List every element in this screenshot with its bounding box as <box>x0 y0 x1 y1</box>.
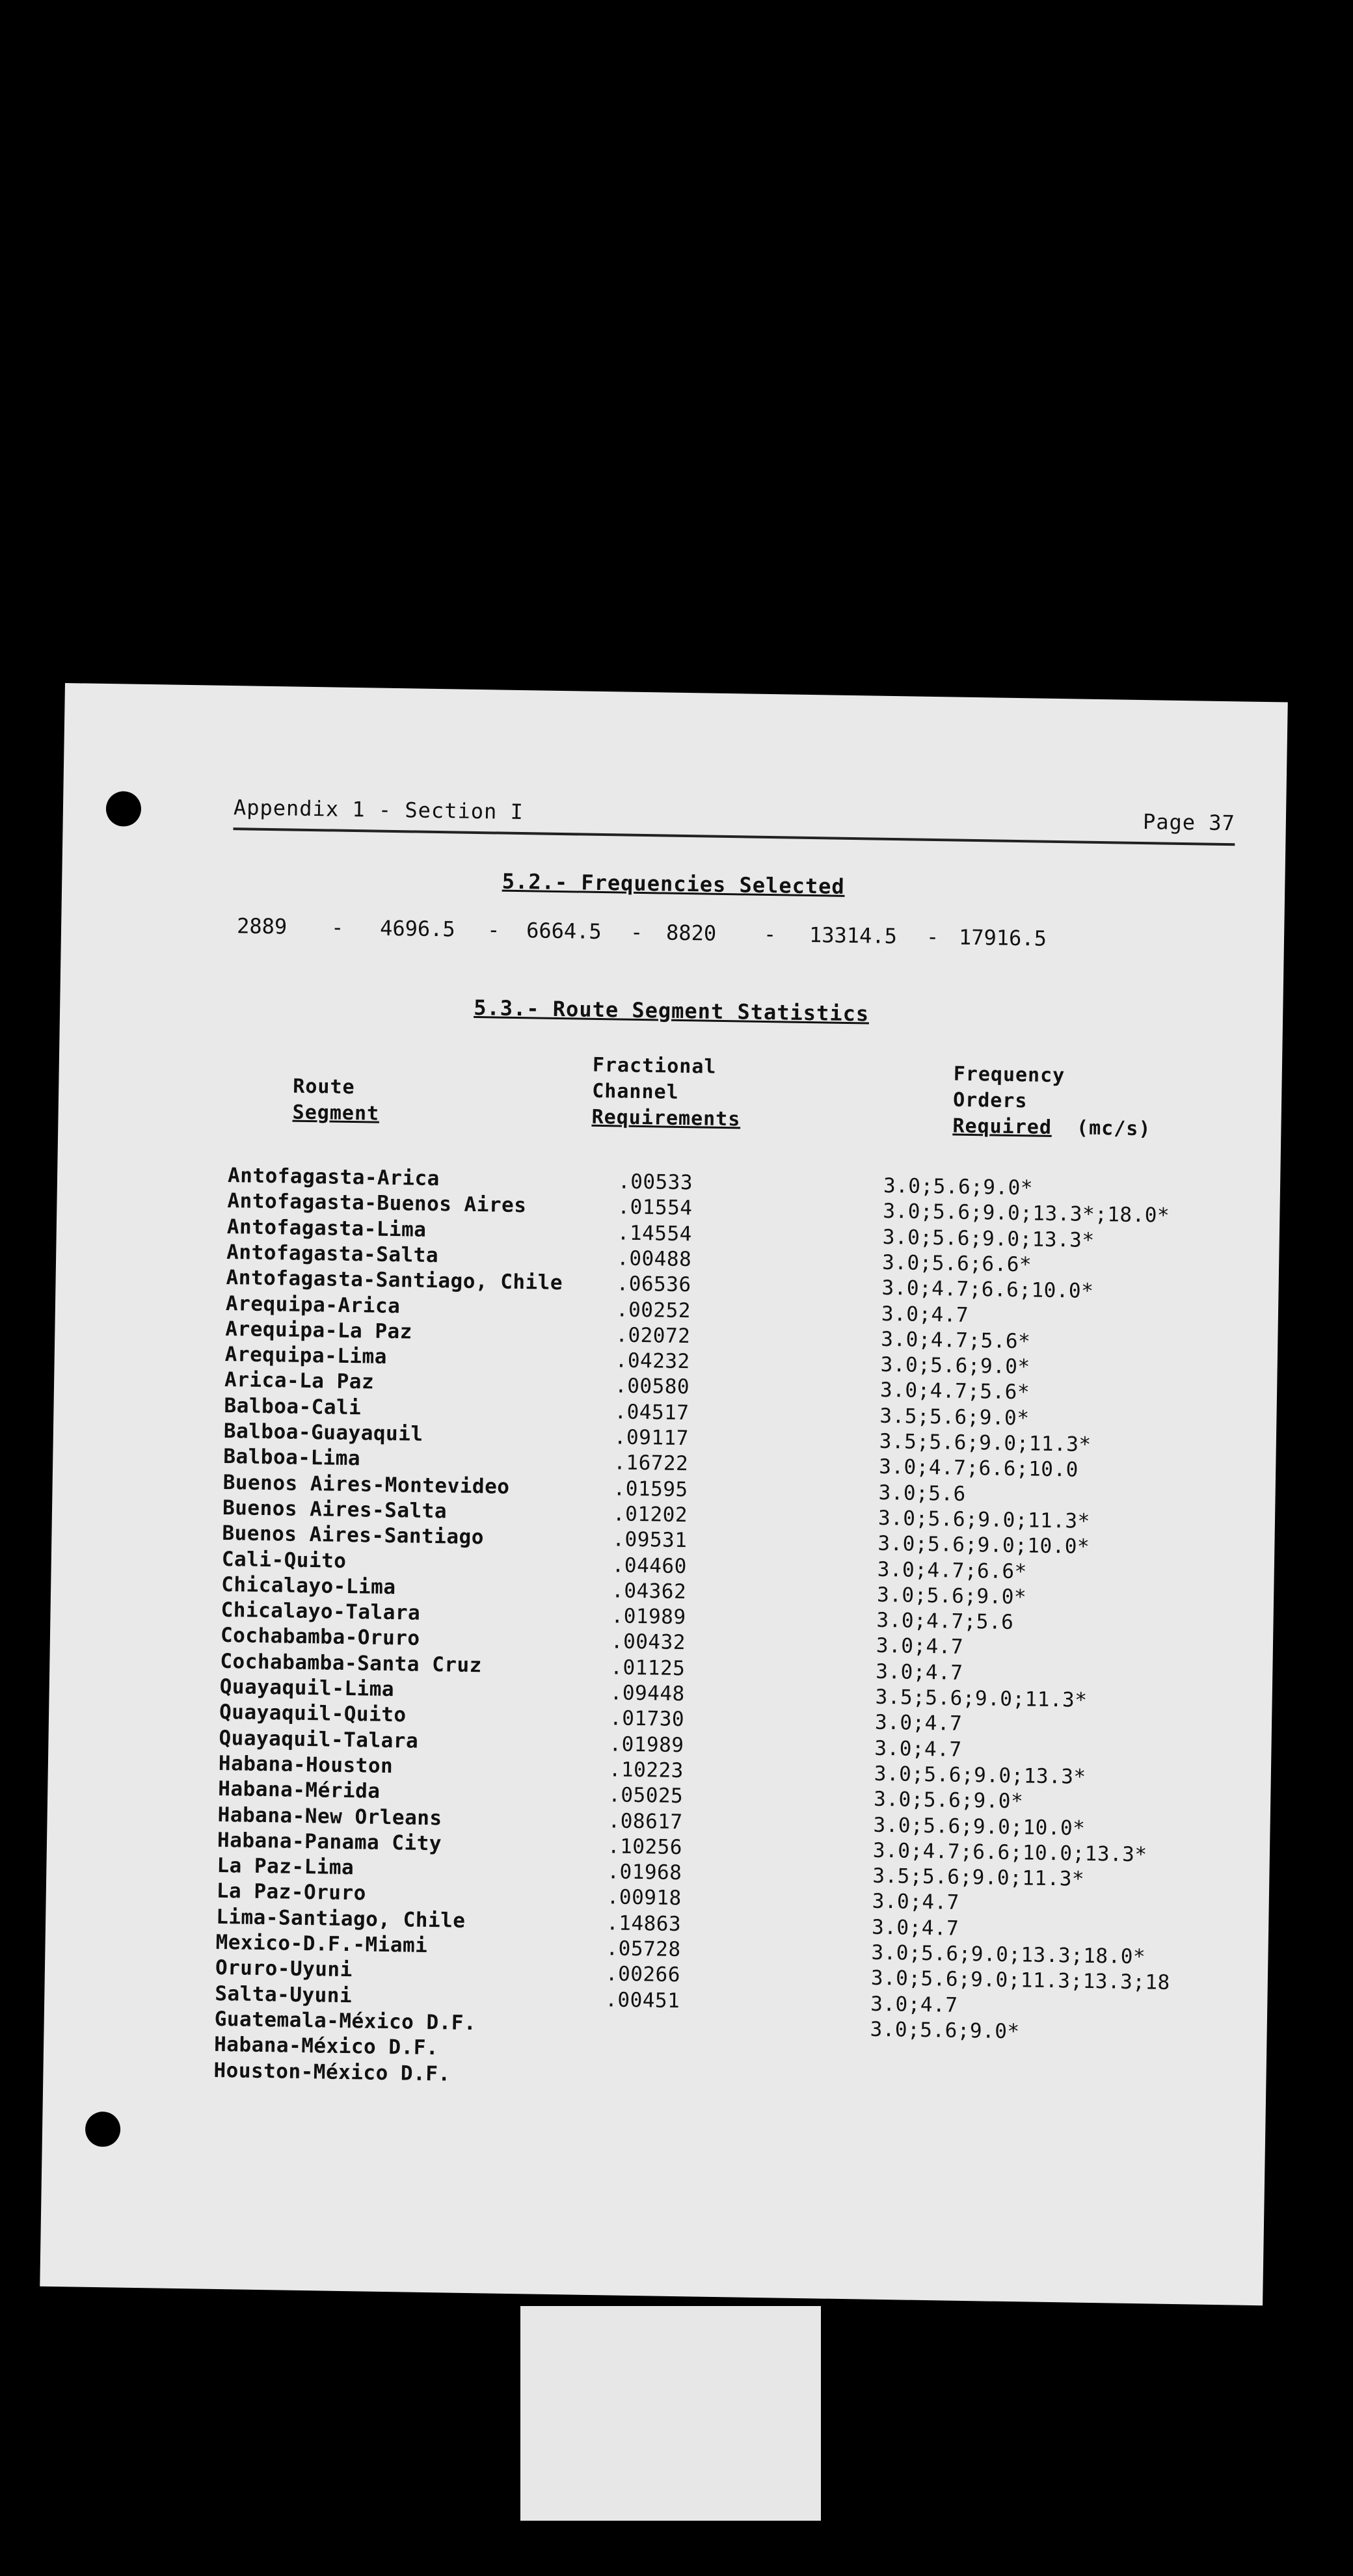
fractional-channel-requirement: .10223 <box>608 1758 684 1783</box>
route-segment: Balboa-Guayaquil <box>223 1419 423 1446</box>
fractional-channel-requirement: .00451 <box>605 1987 680 2013</box>
fractional-channel-requirement: .04517 <box>614 1400 690 1425</box>
route-segment: Habana-México D.F. <box>213 2033 439 2060</box>
route-segment: Quayaquil-Lima <box>219 1674 395 1702</box>
route-segment: Antofagasta-Buenos Aires <box>227 1189 527 1218</box>
frequency-orders: 3.0;4.7 <box>870 1992 958 2017</box>
route-segment: Lima-Santiago, Chile <box>215 1905 466 1933</box>
fractional-channel-requirement: .04362 <box>611 1579 687 1603</box>
fractional-channel-requirement: .01125 <box>610 1656 686 1680</box>
fractional-channel-requirement: .02072 <box>615 1323 691 1348</box>
column-header-line: Fractional <box>592 1053 717 1079</box>
route-segment: Mexico-D.F.-Miami <box>215 1930 428 1957</box>
route-segment: Habana-Mérida <box>218 1777 381 1804</box>
frequency-value: 17916.5 <box>958 924 1047 951</box>
route-segment: Cochabamba-Oruro <box>220 1624 420 1651</box>
fractional-channel-requirement: .01554 <box>617 1195 693 1220</box>
route-segment: Cochabamba-Santa Cruz <box>220 1649 483 1677</box>
frequency-orders: 3.5;5.6;9.0;11.3* <box>879 1429 1092 1456</box>
route-segment: Oruro-Uyuni <box>215 1956 353 1982</box>
binder-hole <box>85 2112 121 2147</box>
frequency-value: 13314.5 <box>809 922 898 949</box>
route-segment: Arequipa-La Paz <box>225 1317 413 1344</box>
route-segment: Guatemala-México D.F. <box>214 2007 477 2035</box>
frequency-orders: 3.0;5.6;9.0;11.3* <box>877 1506 1091 1533</box>
frequency-orders: 3.0;5.6 <box>878 1481 967 1506</box>
fractional-channel-requirement: .01989 <box>609 1732 684 1757</box>
frequency-orders: 3.0;4.7 <box>871 1915 959 1940</box>
fractional-channel-requirement: .14554 <box>617 1221 693 1246</box>
frequency-orders: 3.0;5.6;9.0;13.3*;18.0* <box>883 1200 1170 1228</box>
route-segment: Chicalayo-Talara <box>221 1598 421 1625</box>
frequency-orders: 3.0;5.6;9.0;13.3;18.0* <box>871 1940 1146 1969</box>
route-segment: Habana-New Orleans <box>217 1803 442 1830</box>
route-segment: Arequipa-Arica <box>225 1291 401 1318</box>
frequency-sep: - <box>926 924 939 950</box>
frequency-orders: 3.0;4.7 <box>874 1736 962 1762</box>
statistics-title: 5.3.- Route Segment Statistics <box>473 995 870 1026</box>
column-header-fcr <box>591 1053 742 1133</box>
route-segment: Balboa-Lima <box>223 1445 361 1471</box>
header-title: Appendix 1 - Section I <box>233 795 524 825</box>
fractional-channel-requirement: .01595 <box>613 1476 688 1501</box>
frequency-orders: 3.0;5.6;9.0;13.3* <box>874 1762 1086 1789</box>
film-tray <box>520 2306 821 2521</box>
frequency-orders: 3.0;4.7;6.6;10.0* <box>881 1276 1094 1304</box>
fractional-channel-requirement: .00918 <box>606 1885 682 1911</box>
fractional-channel-requirement: .10256 <box>607 1834 683 1859</box>
frequency-orders: 3.0;5.6;9.0;13.3* <box>882 1225 1095 1252</box>
frequency-orders: 3.0;4.7 <box>874 1711 963 1736</box>
frequency-orders: 3.0;4.7;6.6;10.0 <box>878 1455 1079 1482</box>
frequency-orders: 3.0;4.7 <box>872 1890 960 1915</box>
frequency-orders: 3.0;4.7;5.6* <box>881 1327 1031 1354</box>
route-segment: Antofagasta-Santiago, Chile <box>226 1266 563 1295</box>
frequency-orders: 3.0;4.7;5.6 <box>876 1608 1014 1635</box>
binder-hole <box>106 791 142 827</box>
frequency-value: 6664.5 <box>526 918 602 944</box>
fractional-channel-requirement: .04460 <box>611 1553 688 1578</box>
frequency-orders: 3.0;4.7 <box>881 1302 969 1327</box>
route-segment: Antofagasta-Arica <box>227 1164 440 1191</box>
route-segment: Salta-Uyuni <box>215 1981 353 2007</box>
route-segment: Habana-Panama City <box>217 1828 442 1856</box>
route-segment: Quayaquil-Quito <box>219 1700 407 1727</box>
route-segment: Antofagasta-Lima <box>226 1214 427 1242</box>
fractional-channel-requirement: .04232 <box>615 1348 690 1374</box>
fractional-channel-requirement: .06536 <box>616 1272 691 1297</box>
document-page <box>40 683 1287 2305</box>
route-segment: Antofagasta-Salta <box>226 1240 439 1268</box>
fractional-channel-requirement: .01730 <box>609 1706 685 1732</box>
frequency-orders: 3.0;5.6;9.0* <box>870 2017 1020 2044</box>
fractional-channel-requirement: .00252 <box>615 1297 691 1322</box>
route-segment: Houston-México D.F. <box>213 2058 451 2086</box>
route-segment: Cali-Quito <box>221 1547 347 1573</box>
fractional-channel-requirement: .00533 <box>617 1170 693 1195</box>
column-header-line: Required <box>952 1114 1052 1139</box>
fractional-channel-requirement: .01202 <box>612 1502 688 1527</box>
frequency-orders: 3.0;5.6;9.0;10.0* <box>873 1813 1086 1840</box>
route-segment: Arequipa-Lima <box>224 1343 388 1369</box>
frequency-orders: 3.0;5.6;6.6* <box>881 1250 1032 1277</box>
frequency-orders: 3.5;5.6;9.0;11.3* <box>875 1685 1088 1712</box>
fractional-channel-requirement: .16722 <box>613 1451 689 1476</box>
fractional-channel-requirement: .00488 <box>616 1246 692 1272</box>
frequency-orders: 3.0;4.7;6.6* <box>877 1557 1027 1583</box>
column-header-line: Requirements <box>591 1105 741 1131</box>
frequencies-title: 5.2.- Frequencies Selected <box>502 868 845 899</box>
column-header-frequency <box>952 1062 1152 1143</box>
frequency-orders: 3.0;4.7 <box>876 1634 964 1659</box>
fractional-channel-requirement: .09531 <box>612 1527 688 1553</box>
route-segment: Balboa-Cali <box>224 1393 362 1419</box>
column-header-line: Frequency <box>953 1062 1065 1088</box>
frequency-value: 2889 <box>236 913 288 939</box>
frequency-orders: 3.0;4.7 <box>876 1659 963 1685</box>
fractional-channel-requirement: .05025 <box>608 1783 684 1808</box>
frequency-orders: 3.0;5.6;9.0* <box>880 1352 1030 1379</box>
frequency-value: 8820 <box>665 920 717 946</box>
frequency-orders: 3.0;5.6;9.0* <box>876 1583 1027 1609</box>
route-segment: Chicalayo-Lima <box>221 1572 396 1599</box>
fractional-channel-requirement: .14863 <box>606 1911 682 1936</box>
route-segment: Arica-La Paz <box>224 1368 375 1394</box>
column-header-line: Channel <box>591 1079 679 1104</box>
frequency-orders: 3.0;5.6;9.0;11.3;13.3;18 <box>870 1966 1171 1995</box>
frequency-sep: - <box>487 917 500 943</box>
route-segment: Quayaquil-Talara <box>219 1726 419 1753</box>
route-segment: Buenos Aires-Santiago <box>222 1522 485 1550</box>
fractional-channel-requirement: .09448 <box>610 1681 685 1706</box>
fractional-channel-requirement: .00580 <box>614 1374 690 1399</box>
fractional-channel-requirement: .01968 <box>607 1860 682 1885</box>
frequency-orders: 3.0;5.6;9.0* <box>883 1174 1034 1200</box>
route-segment: La Paz-Oruro <box>216 1879 367 1905</box>
fractional-channel-requirement: .01989 <box>611 1604 686 1630</box>
frequency-orders: 3.0;4.7;5.6* <box>879 1378 1030 1404</box>
frequency-orders: 3.0;5.6;9.0* <box>873 1787 1024 1814</box>
route-segment: La Paz-Lima <box>217 1853 355 1880</box>
frequency-value: 4696.5 <box>379 915 456 942</box>
fractional-channel-requirement: .00266 <box>605 1962 681 1987</box>
column-header-unit: (mc/s) <box>1076 1116 1151 1141</box>
page-number: Page 37 <box>1142 809 1236 836</box>
frequency-sep: - <box>630 919 643 945</box>
column-header-segment <box>292 1074 380 1127</box>
fractional-channel-requirement: .00432 <box>610 1630 686 1655</box>
column-header-line: Segment <box>292 1101 380 1125</box>
route-segment: Habana-Houston <box>218 1751 394 1778</box>
fractional-channel-requirement: .09117 <box>613 1425 690 1451</box>
frequency-sep: - <box>330 915 344 940</box>
route-segment: Buenos Aires-Montevideo <box>222 1470 510 1499</box>
frequency-orders: 3.0;4.7;6.6;10.0;13.3* <box>872 1838 1147 1867</box>
frequency-orders: 3.0;5.6;9.0;10.0* <box>877 1531 1090 1559</box>
column-header-line: Orders <box>952 1088 1028 1113</box>
fractional-channel-requirement: .05728 <box>606 1937 681 1962</box>
frequency-sep: - <box>763 921 777 947</box>
fractional-channel-requirement: .08617 <box>608 1808 683 1834</box>
route-segment: Buenos Aires-Salta <box>222 1496 448 1523</box>
column-header-line: Route <box>293 1075 355 1099</box>
header-rule <box>233 827 1235 846</box>
frequency-orders: 3.5;5.6;9.0* <box>879 1404 1030 1430</box>
frequency-orders: 3.5;5.6;9.0;11.3* <box>872 1864 1085 1891</box>
